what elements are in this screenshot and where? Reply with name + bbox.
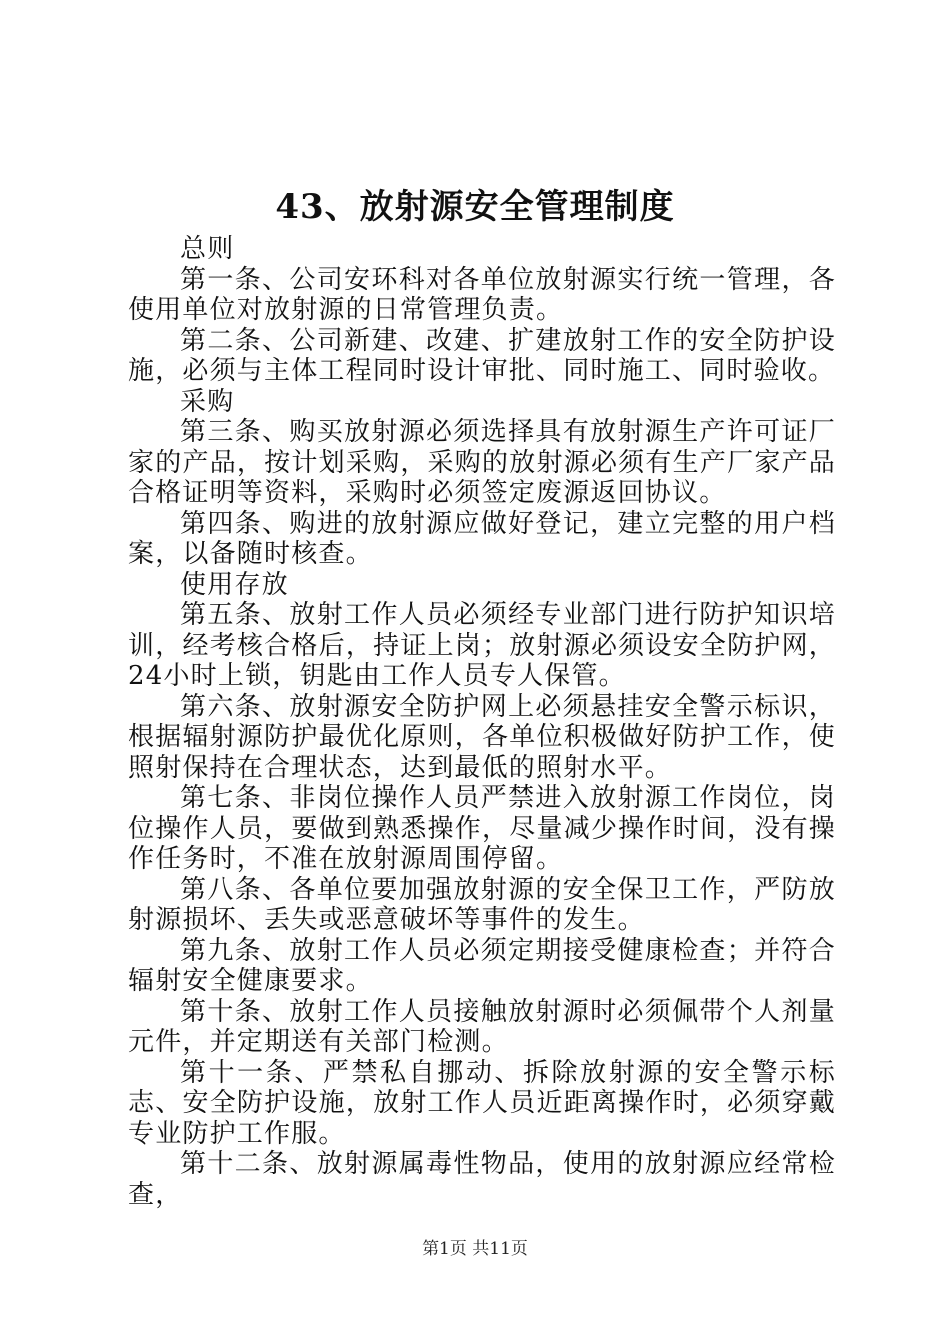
article-4: 第四条、购进的放射源应做好登记，建立完整的用户档案，以备随时核查。 — [128, 508, 836, 569]
article-1: 第一条、公司安环科对各单位放射源实行统一管理，各使用单位对放射源的日常管理负责。 — [128, 264, 836, 325]
article-7: 第七条、非岗位操作人员严禁进入放射源工作岗位，岗位操作人员，要做到熟悉操作，尽量减少操作时间，没有操作任务时，不准在放射源周围停留。 — [128, 783, 836, 874]
article-3: 第三条、购买放射源必须选择具有放射源生产许可证厂家的产品，按计划采购，采购的放射源必须有生产厂家产品合格证明等资料，采购时必须签定废源返回协议。 — [128, 417, 836, 508]
article-10: 第十条、放射工作人员接触放射源时必须佩带个人剂量元件，并定期送有关部门检测。 — [128, 996, 836, 1057]
article-9: 第九条、放射工作人员必须定期接受健康检查；并符合辐射安全健康要求。 — [128, 935, 836, 996]
section-heading-general: 总则 — [180, 234, 235, 264]
page-footer: 第1页 共11页 — [422, 1239, 528, 1259]
article-8: 第八条、各单位要加强放射源的安全保卫工作，严防放射源损坏、丢失或恶意破坏等事件的发生。 — [128, 874, 836, 935]
article-11: 第十一条、严禁私自挪动、拆除放射源的安全警示标志、安全防护设施，放射工作人员近距离操作时，必须穿戴专业防护工作服。 — [128, 1057, 836, 1149]
document-body — [128, 234, 836, 1210]
article-2: 第二条、公司新建、改建、扩建放射工作的安全防护设施，必须与主体工程同时设计审批、同时施工、同时验收。 — [128, 325, 836, 386]
article-12: 第十二条、放射源属毒性物品，使用的放射源应经常检查， — [128, 1149, 836, 1210]
article-6: 第六条、放射源安全防护网上必须悬挂安全警示标识，根据辐射源防护最优化原则，各单位积极做好防护工作，使照射保持在合理状态，达到最低的照射水平。 — [128, 691, 836, 783]
section-heading-procurement: 采购 — [180, 386, 235, 417]
document-title: 43、放射源安全管理制度 — [275, 187, 675, 227]
section-heading-use-storage: 使用存放 — [180, 569, 289, 600]
article-5: 第五条、放射工作人员必须经专业部门进行防护知识培训，经考核合格后，持证上岗；放射源必须设安全防护网，24小时上锁，钥匙由工作人员专人保管。 — [128, 600, 836, 691]
